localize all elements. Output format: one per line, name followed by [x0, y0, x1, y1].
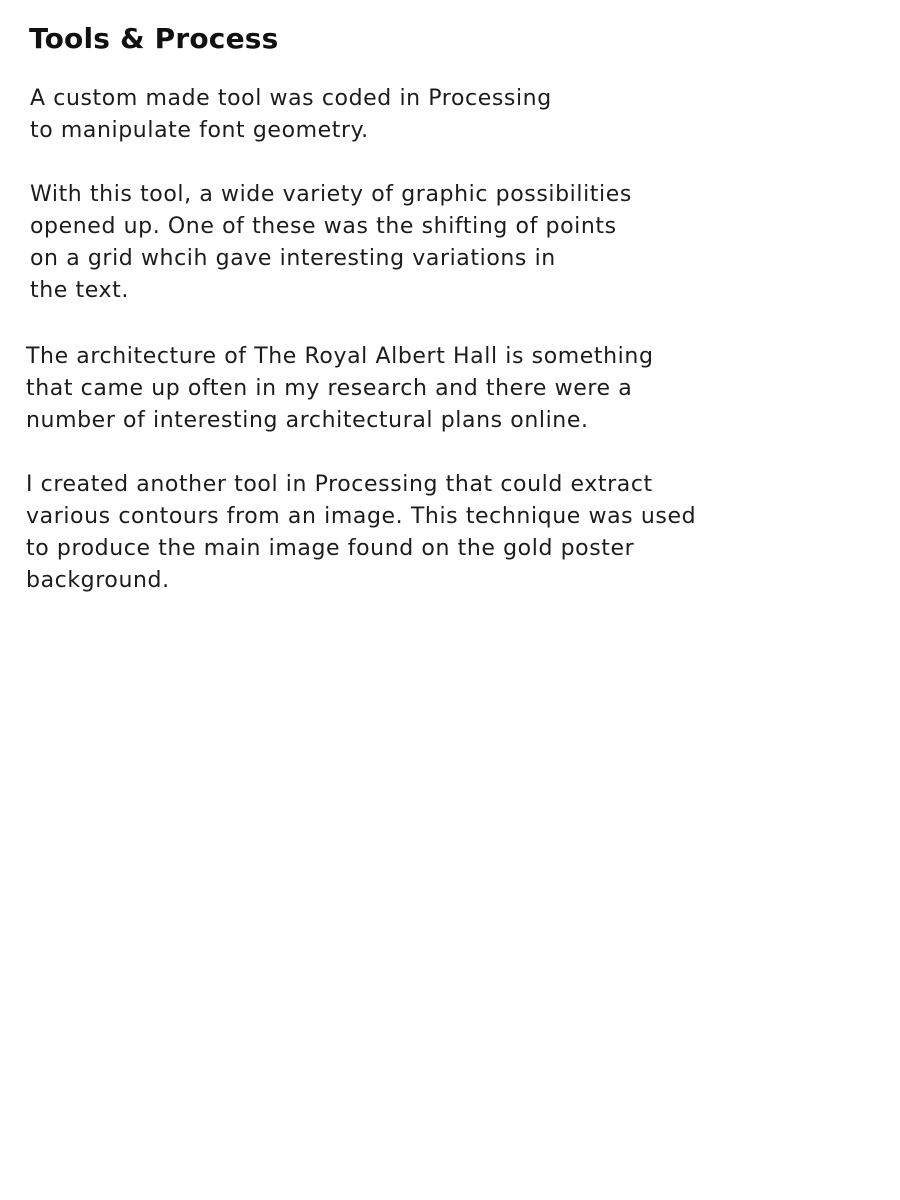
text-line: to produce the main image found on the gold poster — [26, 536, 635, 561]
text-line: various contours from an image. This technique was used — [26, 504, 697, 529]
paragraph-royal-albert-hall — [26, 341, 654, 437]
text-line: I created another tool in Processing that could extract — [26, 472, 653, 497]
text-line: to manipulate font geometry. — [30, 118, 369, 143]
text-line: The architecture of The Royal Albert Hall is something — [26, 344, 654, 369]
text-line: on a grid whcih gave interesting variations in — [30, 246, 556, 271]
text-line: opened up. One of these was the shifting of points — [30, 214, 617, 239]
text-line: With this tool, a wide variety of graphic possibilities — [30, 182, 632, 207]
page-title: Tools & Process — [29, 22, 279, 55]
text-line: number of interesting architectural plans online. — [26, 408, 589, 433]
text-line: A custom made tool was coded in Processing — [30, 86, 552, 111]
text-line: that came up often in my research and there were a — [26, 376, 633, 401]
paragraph-contour-tool — [26, 469, 696, 597]
text-line: the text. — [30, 278, 129, 303]
text-line: background. — [26, 568, 170, 593]
paragraph-graphic-possibilities — [30, 179, 632, 307]
paragraph-processing-tool — [30, 83, 552, 147]
